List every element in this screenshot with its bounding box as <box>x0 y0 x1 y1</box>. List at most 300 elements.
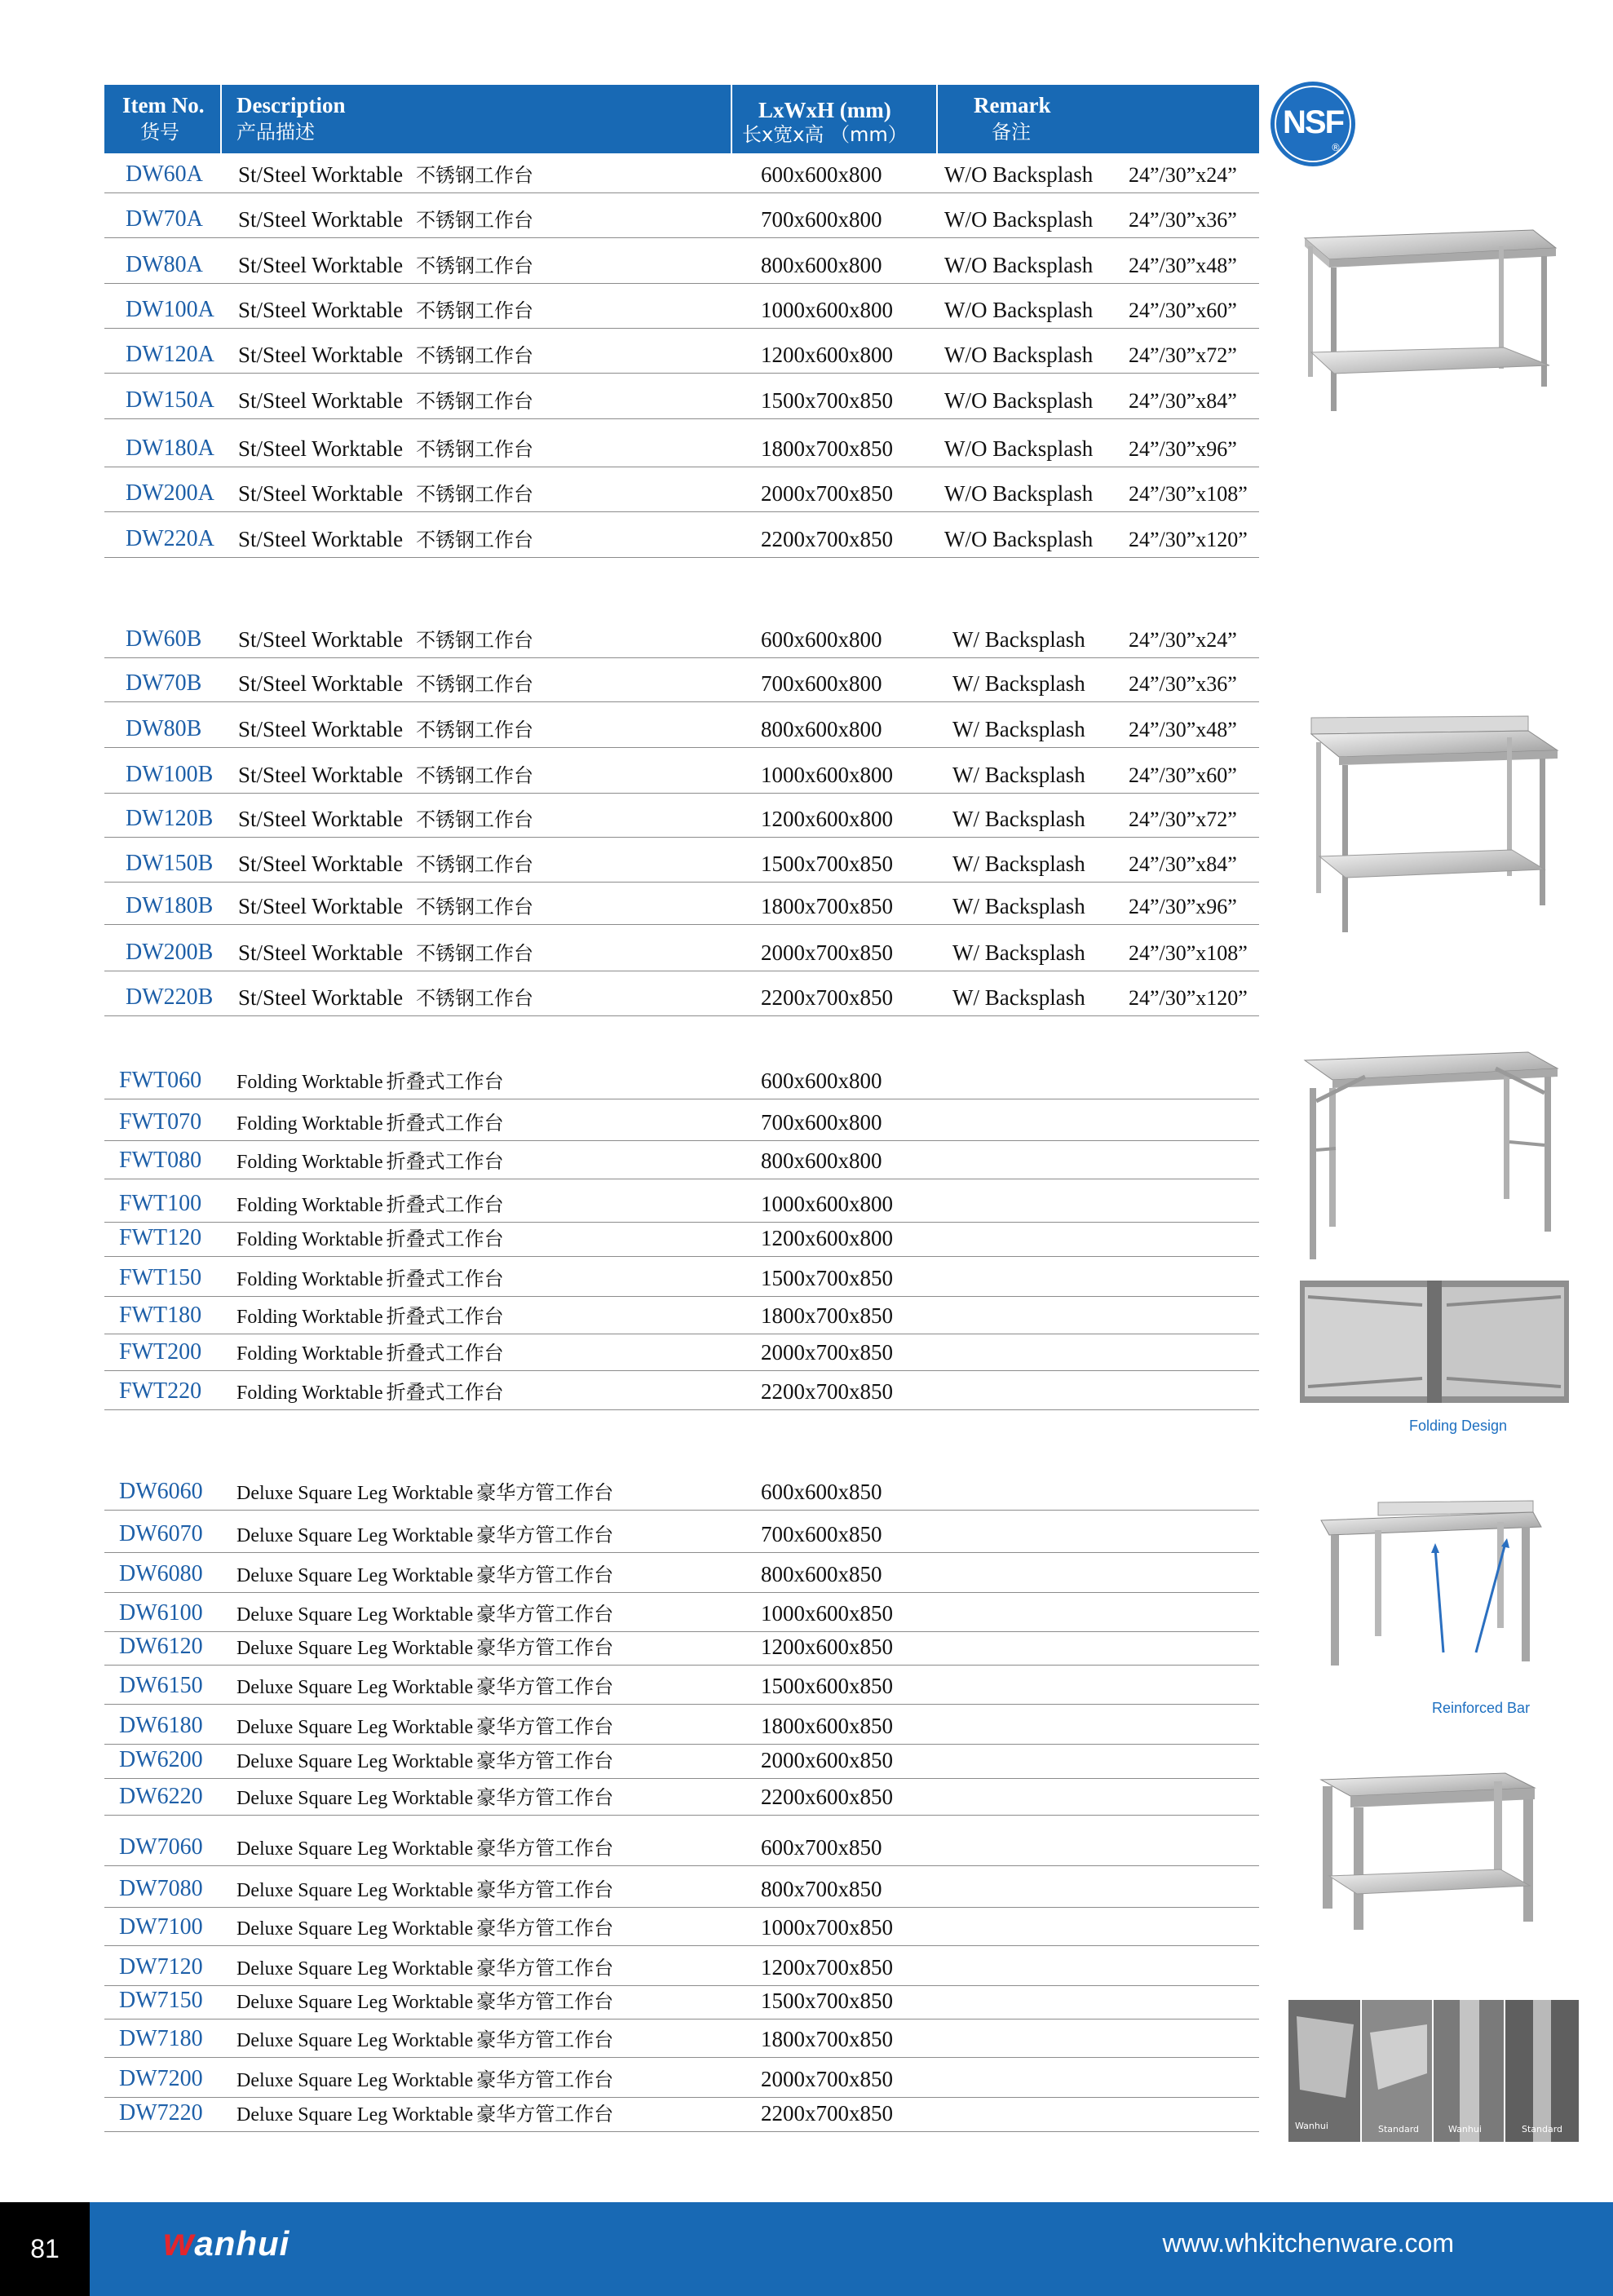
item-number: DW6070 <box>119 1521 203 1546</box>
description-cn: 不锈钢工作台 <box>416 529 534 551</box>
description-cn: 豪华方管工作台 <box>476 1786 614 1809</box>
table-row <box>104 1828 1259 1866</box>
inch-size: 24”/30”x24” <box>1129 163 1237 187</box>
header-description-cn: 产品描述 <box>236 121 315 144</box>
inch-size: 24”/30”x60” <box>1129 299 1237 322</box>
inch-size: 24”/30”x84” <box>1129 852 1237 876</box>
description <box>236 1985 613 2014</box>
remark: W/ Backsplash <box>952 763 1085 787</box>
description <box>236 1781 613 1810</box>
item-number: DW80B <box>126 716 202 741</box>
remark: W/ Backsplash <box>952 985 1085 1010</box>
description <box>236 1188 504 1217</box>
table-row <box>104 1627 1259 1666</box>
inch-size: 24”/30”x36” <box>1129 672 1237 696</box>
remark: W/O Backsplash <box>944 436 1094 461</box>
item-number: DW200B <box>126 940 214 965</box>
table-row <box>104 978 1259 1016</box>
dimensions: 1200x600x800 <box>761 1226 893 1250</box>
item-number: FWT200 <box>119 1339 202 1365</box>
inch-size: 24”/30”x60” <box>1129 763 1237 787</box>
worktable-with-backsplash-image <box>1301 710 1562 938</box>
description-cn: 豪华方管工作台 <box>476 2068 614 2091</box>
dimensions: 2200x600x850 <box>761 1785 893 1809</box>
dimensions: 1000x700x850 <box>761 1915 893 1940</box>
table-row <box>104 799 1259 838</box>
remark: W/O Backsplash <box>944 388 1094 413</box>
folding-design-caption: Folding Design <box>1409 1418 1508 1434</box>
header-description <box>236 91 345 145</box>
remark: W/O Backsplash <box>944 207 1094 232</box>
description <box>236 1107 504 1135</box>
dimensions: 1800x700x850 <box>761 894 893 918</box>
description-cn: 不锈钢工作台 <box>416 390 534 413</box>
description-cn: 不锈钢工作台 <box>416 987 534 1010</box>
description <box>236 1912 613 1940</box>
dimensions: 2200x700x850 <box>761 1379 893 1404</box>
dimensions: 1200x600x800 <box>761 807 893 831</box>
inch-size: 24”/30”x96” <box>1129 437 1237 461</box>
description-cn: 不锈钢工作台 <box>416 853 534 876</box>
dimensions: 800x600x800 <box>761 1148 882 1173</box>
remark: W/O Backsplash <box>944 481 1094 506</box>
description-en: St/Steel Worktable <box>238 894 404 918</box>
inch-size: 24”/30”x72” <box>1129 807 1237 831</box>
table-row <box>104 1908 1259 1946</box>
item-number: DW7200 <box>119 2066 203 2091</box>
description-en: Deluxe Square Leg Worktable <box>236 2070 474 2091</box>
folding-worktable-image <box>1300 1044 1561 1264</box>
item-number: DW7100 <box>119 1914 203 1940</box>
description-cn: 不锈钢工作台 <box>416 942 534 965</box>
description-en: Deluxe Square Leg Worktable <box>236 1751 474 1772</box>
description-cn: 豪华方管工作台 <box>476 1564 614 1586</box>
detail-label: Wanhui <box>1295 2121 1328 2131</box>
inch-size: 24”/30”x108” <box>1129 941 1248 965</box>
description <box>238 891 533 919</box>
dimensions: 800x600x850 <box>761 1562 882 1586</box>
description-en: Deluxe Square Leg Worktable <box>236 1992 474 2013</box>
description-cn: 豪华方管工作台 <box>476 1481 614 1504</box>
worktable-without-backsplash-image <box>1297 214 1558 418</box>
item-number: DW7120 <box>119 1954 203 1980</box>
table-row <box>104 710 1259 748</box>
table-row <box>104 200 1259 238</box>
description-cn: 豪华方管工作台 <box>476 1917 614 1940</box>
table-row <box>104 1259 1259 1297</box>
description-en: Deluxe Square Leg Worktable <box>236 1525 474 1546</box>
description-cn: 不锈钢工作台 <box>416 344 534 367</box>
nsf-label: NSF <box>1283 104 1343 140</box>
item-number: DW120A <box>126 342 214 367</box>
description <box>238 624 533 653</box>
description <box>236 1874 613 1902</box>
dimensions: 1200x700x850 <box>761 1955 893 1980</box>
reinforced-bar-caption: Reinforced Bar <box>1432 1700 1531 1716</box>
header-remark-en: Remark <box>974 93 1051 117</box>
item-number: DW70A <box>126 206 203 232</box>
description-cn: 豪华方管工作台 <box>476 1878 614 1901</box>
dimensions: 700x600x800 <box>761 207 882 232</box>
remark: W/ Backsplash <box>952 671 1085 696</box>
item-number: FWT070 <box>119 1109 202 1135</box>
description-en: St/Steel Worktable <box>238 627 404 652</box>
table-row <box>104 755 1259 794</box>
description-cn: 不锈钢工作台 <box>416 896 534 918</box>
description-en: Deluxe Square Leg Worktable <box>236 1918 474 1940</box>
corner-detail-comparison-image <box>1288 2000 1579 2142</box>
description <box>236 1145 504 1174</box>
dimensions: 1000x600x800 <box>761 1192 893 1216</box>
description-en: St/Steel Worktable <box>238 985 404 1010</box>
remark: W/O Backsplash <box>944 162 1094 187</box>
item-number: FWT150 <box>119 1265 202 1290</box>
item-number: DW70B <box>126 670 202 696</box>
dimensions: 1000x600x850 <box>761 1601 893 1626</box>
detail-label: Standard <box>1378 2124 1420 2135</box>
table-row <box>104 1061 1259 1099</box>
table-row <box>104 933 1259 971</box>
description-cn: 折叠式工作台 <box>386 1150 504 1173</box>
dimensions: 1200x600x850 <box>761 1635 893 1659</box>
description-en: Deluxe Square Leg Worktable <box>236 1838 474 1860</box>
remark: W/ Backsplash <box>952 627 1085 652</box>
deluxe-worktable-shelf-image <box>1313 1762 1541 1933</box>
item-number: DW6080 <box>119 1561 203 1586</box>
description-en: St/Steel Worktable <box>238 717 404 741</box>
dimensions: 1800x700x850 <box>761 2027 893 2051</box>
description <box>238 668 533 697</box>
description-en: Folding Worktable <box>236 1072 383 1093</box>
description-en: Deluxe Square Leg Worktable <box>236 1958 474 1980</box>
item-number: DW120B <box>126 806 214 831</box>
description <box>238 385 533 414</box>
description-en: St/Steel Worktable <box>238 527 404 551</box>
logo-mark: w <box>163 2221 195 2264</box>
item-number: DW6100 <box>119 1600 203 1626</box>
table-row <box>104 1706 1259 1745</box>
table-row <box>104 1333 1259 1371</box>
description <box>238 759 533 788</box>
inch-size: 24”/30”x108” <box>1129 482 1248 506</box>
description <box>236 1519 613 1547</box>
inch-size: 24”/30”x96” <box>1129 895 1237 918</box>
dimensions: 600x600x850 <box>761 1480 882 1504</box>
table-row <box>104 1594 1259 1632</box>
header-item-en: Item No. <box>122 93 205 117</box>
description-cn: 不锈钢工作台 <box>416 629 534 652</box>
item-number: DW180B <box>126 893 214 918</box>
description-cn: 豪华方管工作台 <box>476 1957 614 1980</box>
dimensions: 2000x700x850 <box>761 481 893 506</box>
description-cn: 折叠式工作台 <box>386 1228 504 1250</box>
detail-label: Standard <box>1522 2124 1563 2135</box>
dimensions: 800x600x800 <box>761 717 882 741</box>
description-cn: 不锈钢工作台 <box>416 209 534 232</box>
table-row <box>104 1103 1259 1141</box>
description <box>236 1745 613 1773</box>
dimensions: 1500x700x850 <box>761 1989 893 2013</box>
description-en: St/Steel Worktable <box>238 298 404 322</box>
description <box>236 1300 504 1329</box>
description-en: Deluxe Square Leg Worktable <box>236 1717 474 1738</box>
table-row <box>104 1472 1259 1511</box>
description-cn: 不锈钢工作台 <box>416 764 534 787</box>
description <box>236 1065 504 1094</box>
description-en: Deluxe Square Leg Worktable <box>236 1638 474 1659</box>
dimensions: 700x600x800 <box>761 1110 882 1135</box>
description-en: St/Steel Worktable <box>238 807 404 831</box>
item-number: DW7180 <box>119 2026 203 2051</box>
description <box>236 1598 613 1626</box>
description-cn: 不锈钢工作台 <box>416 164 534 187</box>
description-cn: 折叠式工作台 <box>386 1112 504 1135</box>
table-row <box>104 887 1259 925</box>
table-row <box>104 246 1259 284</box>
nsf-registered-mark: ® <box>1331 142 1341 153</box>
table-row <box>104 429 1259 467</box>
table-row <box>104 2059 1259 2098</box>
table-row <box>104 1141 1259 1179</box>
description-en: Folding Worktable <box>236 1229 383 1250</box>
description <box>236 1631 613 1660</box>
description-cn: 折叠式工作台 <box>386 1342 504 1365</box>
item-number: FWT220 <box>119 1378 202 1404</box>
description <box>238 250 533 278</box>
description <box>236 1263 504 1291</box>
folding-design-image <box>1300 1281 1569 1403</box>
description <box>236 1337 504 1365</box>
inch-size: 24”/30”x120” <box>1129 528 1248 551</box>
dimensions: 1200x600x800 <box>761 343 893 367</box>
header-item <box>122 91 204 145</box>
description-en: Deluxe Square Leg Worktable <box>236 1677 474 1698</box>
table-row <box>104 1555 1259 1593</box>
header-description-en: Description <box>236 93 346 117</box>
dimensions: 2000x700x850 <box>761 1340 893 1365</box>
header-divider <box>936 85 938 153</box>
description-cn: 不锈钢工作台 <box>416 299 534 322</box>
description <box>238 159 533 188</box>
description-en: Deluxe Square Leg Worktable <box>236 1565 474 1586</box>
dimensions: 2000x600x850 <box>761 1748 893 1772</box>
description-cn: 不锈钢工作台 <box>416 438 534 461</box>
remark: W/ Backsplash <box>952 894 1085 918</box>
description-en: St/Steel Worktable <box>238 671 404 696</box>
description-cn: 豪华方管工作台 <box>476 1837 614 1860</box>
inch-size: 24”/30”x24” <box>1129 628 1237 652</box>
table-row <box>104 1372 1259 1410</box>
dimensions: 1800x700x850 <box>761 436 893 461</box>
description <box>236 1223 504 1251</box>
item-number: DW80A <box>126 252 203 277</box>
remark: W/O Backsplash <box>944 527 1094 551</box>
header-dimensions-cn: 长x宽x高 （mm） <box>742 123 908 146</box>
header-dimensions-en: LxWxH (mm) <box>758 98 891 122</box>
description-en: Deluxe Square Leg Worktable <box>236 2104 474 2126</box>
item-number: DW60B <box>126 626 202 652</box>
description-en: Deluxe Square Leg Worktable <box>236 1788 474 1809</box>
header-remark <box>974 91 1050 145</box>
description-cn: 不锈钢工作台 <box>416 483 534 506</box>
dimensions: 1800x700x850 <box>761 1303 893 1328</box>
description-en: Folding Worktable <box>236 1152 383 1173</box>
description-en: Folding Worktable <box>236 1343 383 1365</box>
inch-size: 24”/30”x120” <box>1129 986 1248 1010</box>
remark: W/ Backsplash <box>952 807 1085 831</box>
dimensions: 1500x700x850 <box>761 852 893 876</box>
description <box>238 714 533 742</box>
table-row <box>104 1515 1259 1553</box>
table-row <box>104 1948 1259 1986</box>
description <box>236 1710 613 1739</box>
description-cn: 豪华方管工作台 <box>476 1675 614 1698</box>
description <box>238 982 533 1011</box>
description-cn: 不锈钢工作台 <box>416 673 534 696</box>
table-row <box>104 844 1259 883</box>
dimensions: 2000x700x850 <box>761 2067 893 2091</box>
dimensions: 600x700x850 <box>761 1835 882 1860</box>
description-cn: 豪华方管工作台 <box>476 1750 614 1772</box>
table-row <box>104 1296 1259 1334</box>
description <box>238 524 533 552</box>
dimensions: 600x600x800 <box>761 627 882 652</box>
dimensions: 2000x700x850 <box>761 940 893 965</box>
description-cn: 豪华方管工作台 <box>476 1715 614 1738</box>
item-number: DW100A <box>126 297 214 322</box>
description <box>236 1476 613 1505</box>
inch-size: 24”/30”x48” <box>1129 254 1237 277</box>
description-en: St/Steel Worktable <box>238 940 404 965</box>
table-row <box>104 1869 1259 1908</box>
wanhui-logo <box>163 2220 289 2265</box>
item-number: DW220B <box>126 984 214 1010</box>
item-number: DW6200 <box>119 1747 203 1772</box>
description-en: Deluxe Square Leg Worktable <box>236 2030 474 2051</box>
header-dimensions <box>742 96 908 146</box>
table-row <box>104 1741 1259 1779</box>
remark: W/O Backsplash <box>944 343 1094 367</box>
logo-text: anhui <box>194 2224 290 2263</box>
item-number: DW6180 <box>119 1713 203 1738</box>
dimensions: 1800x600x850 <box>761 1714 893 1738</box>
description-cn: 豪华方管工作台 <box>476 1603 614 1626</box>
table-row <box>104 290 1259 329</box>
dimensions: 2200x700x850 <box>761 527 893 551</box>
description-cn: 不锈钢工作台 <box>416 719 534 741</box>
item-number: DW7060 <box>119 1834 203 1860</box>
description <box>238 937 533 966</box>
description-en: St/Steel Worktable <box>238 763 404 787</box>
table-row <box>104 381 1259 419</box>
detail-label: Wanhui <box>1448 2124 1482 2135</box>
remark: W/O Backsplash <box>944 253 1094 277</box>
description <box>238 433 533 462</box>
item-number: FWT120 <box>119 1225 202 1250</box>
description-en: Folding Worktable <box>236 1269 383 1290</box>
item-number: DW180A <box>126 436 214 461</box>
description-cn: 不锈钢工作台 <box>416 808 534 831</box>
item-number: DW200A <box>126 480 214 506</box>
description-en: Folding Worktable <box>236 1113 383 1135</box>
dimensions: 1000x600x800 <box>761 763 893 787</box>
table-header <box>104 85 1259 153</box>
dimensions: 700x600x800 <box>761 671 882 696</box>
header-divider <box>731 85 732 153</box>
item-number: DW7080 <box>119 1876 203 1901</box>
remark: W/ Backsplash <box>952 940 1085 965</box>
description <box>236 1559 613 1587</box>
page-number: 81 <box>0 2202 90 2296</box>
item-number: DW150B <box>126 851 214 876</box>
table-row <box>104 520 1259 558</box>
item-number: DW6150 <box>119 1673 203 1698</box>
description <box>236 2064 613 2092</box>
description-en: St/Steel Worktable <box>238 481 404 506</box>
description <box>238 294 533 323</box>
website-url[interactable]: www.whkitchenware.com <box>1162 2228 1454 2258</box>
table-row <box>104 664 1259 702</box>
dimensions: 1500x700x850 <box>761 388 893 413</box>
item-number: FWT060 <box>119 1068 202 1093</box>
description <box>236 1670 613 1699</box>
item-number: FWT100 <box>119 1191 202 1216</box>
table-row <box>104 620 1259 658</box>
item-number: DW60A <box>126 161 203 187</box>
description-en: St/Steel Worktable <box>238 253 404 277</box>
description-en: Deluxe Square Leg Worktable <box>236 1880 474 1901</box>
description <box>238 848 533 877</box>
dimensions: 1500x600x850 <box>761 1674 893 1698</box>
description-en: Folding Worktable <box>236 1382 383 1404</box>
description <box>238 339 533 368</box>
dimensions: 700x600x850 <box>761 1522 882 1546</box>
description-en: St/Steel Worktable <box>238 162 404 187</box>
table-row <box>104 1666 1259 1705</box>
table-row <box>104 1219 1259 1257</box>
description <box>238 803 533 832</box>
header-item-cn: 货号 <box>140 121 179 144</box>
header-divider <box>220 85 222 153</box>
dimensions: 600x600x800 <box>761 1068 882 1093</box>
description <box>236 1952 613 1980</box>
description-cn: 折叠式工作台 <box>386 1070 504 1093</box>
description-en: St/Steel Worktable <box>238 343 404 367</box>
remark: W/ Backsplash <box>952 852 1085 876</box>
item-number: DW220A <box>126 526 214 551</box>
item-number: DW6120 <box>119 1634 203 1659</box>
inch-size: 24”/30”x48” <box>1129 718 1237 741</box>
description-en: St/Steel Worktable <box>238 852 404 876</box>
table-row <box>104 155 1259 193</box>
description-cn: 不锈钢工作台 <box>416 254 534 277</box>
description-cn: 豪华方管工作台 <box>476 2103 614 2126</box>
item-number: DW7150 <box>119 1988 203 2013</box>
description-cn: 豪华方管工作台 <box>476 1524 614 1546</box>
dimensions: 800x700x850 <box>761 1877 882 1901</box>
item-number: FWT180 <box>119 1303 202 1328</box>
table-row <box>104 1981 1259 2020</box>
table-row <box>104 335 1259 374</box>
description <box>236 2098 613 2126</box>
table-row <box>104 2094 1259 2132</box>
description-cn: 豪华方管工作台 <box>476 2028 614 2051</box>
item-number: DW100B <box>126 762 214 787</box>
header-remark-cn: 备注 <box>992 121 1031 144</box>
dimensions: 2200x700x850 <box>761 985 893 1010</box>
description-en: Deluxe Square Leg Worktable <box>236 1604 474 1626</box>
dimensions: 1500x700x850 <box>761 1266 893 1290</box>
